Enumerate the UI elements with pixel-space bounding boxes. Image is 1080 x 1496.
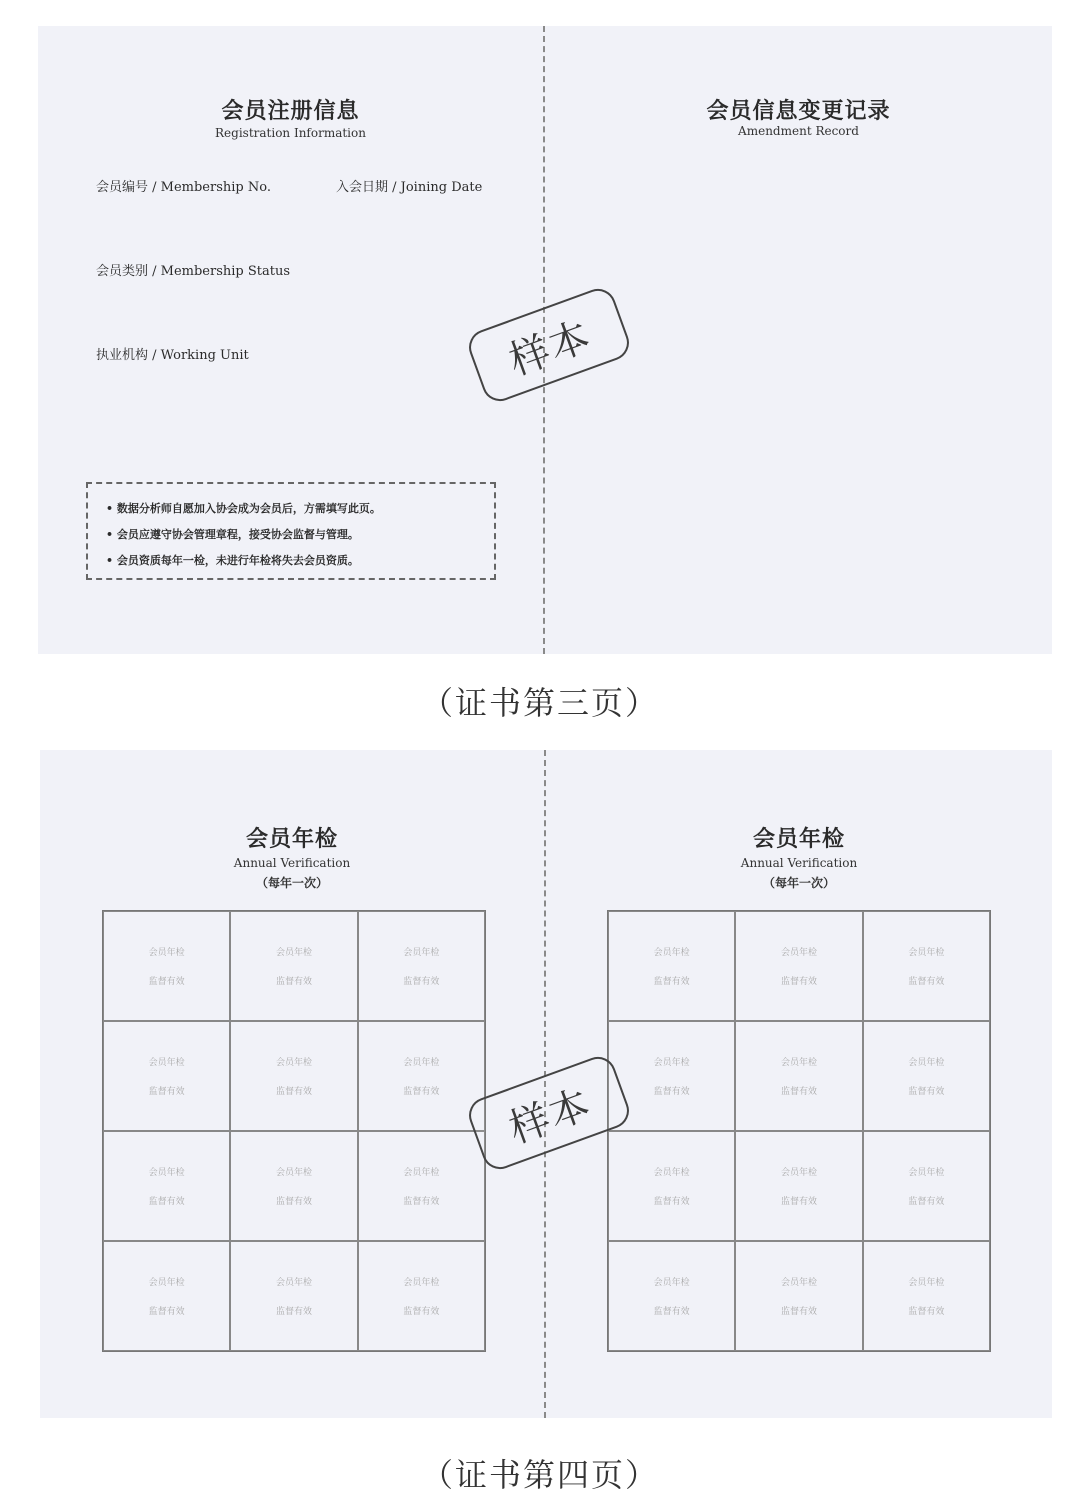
cell-line-2: 监督有效 bbox=[780, 977, 817, 987]
verification-cell bbox=[358, 1021, 485, 1131]
joining-date-field: 入会日期 / Joining Date bbox=[336, 180, 483, 195]
cell-line-1: 会员年检 bbox=[403, 1278, 440, 1288]
verification-cell bbox=[230, 1241, 357, 1351]
cell-line-1: 会员年检 bbox=[653, 1058, 690, 1068]
verification-cell bbox=[103, 911, 230, 1021]
cell-line-2: 监督有效 bbox=[403, 977, 440, 987]
note-item: • 数据分析师自愿加入协会成为会员后，方需填写此页。 bbox=[106, 496, 484, 522]
annual-subtitle-left: （每年一次） bbox=[255, 876, 328, 890]
note-item: • 会员应遵守协会管理章程，接受协会监督与管理。 bbox=[106, 522, 484, 548]
annual-title-en-right: Annual Verification bbox=[740, 856, 858, 870]
cell-line-2: 监督有效 bbox=[653, 1197, 690, 1207]
cell-line-2: 监督有效 bbox=[148, 1087, 185, 1097]
cell-line-2: 监督有效 bbox=[403, 1197, 440, 1207]
cell-line-2: 监督有效 bbox=[148, 977, 185, 987]
cell-line-1: 会员年检 bbox=[780, 1168, 817, 1178]
cell-line-2: 监督有效 bbox=[275, 977, 312, 987]
cell-line-1: 会员年检 bbox=[275, 948, 312, 958]
cell-line-2: 监督有效 bbox=[148, 1307, 185, 1317]
verification-cell bbox=[863, 1021, 990, 1131]
annual-title-en-left: Annual Verification bbox=[233, 856, 351, 870]
cell-line-2: 监督有效 bbox=[403, 1307, 440, 1317]
cell-line-2: 监督有效 bbox=[403, 1087, 440, 1097]
annual-verification-grid-left bbox=[102, 910, 486, 1352]
cell-line-1: 会员年检 bbox=[780, 1058, 817, 1068]
membership-no-field: 会员编号 / Membership No. bbox=[96, 180, 271, 195]
cell-line-2: 监督有效 bbox=[780, 1307, 817, 1317]
verification-cell bbox=[358, 1241, 485, 1351]
cell-line-2: 监督有效 bbox=[653, 1087, 690, 1097]
cell-line-1: 会员年检 bbox=[908, 1278, 945, 1288]
cell-line-1: 会员年检 bbox=[275, 1168, 312, 1178]
notes-box bbox=[86, 482, 496, 580]
verification-cell bbox=[735, 1021, 862, 1131]
certificate-page-3 bbox=[38, 26, 1052, 654]
cell-line-2: 监督有效 bbox=[908, 1197, 945, 1207]
sample-stamp: 样本 bbox=[464, 284, 634, 406]
cell-line-1: 会员年检 bbox=[148, 1168, 185, 1178]
verification-cell bbox=[608, 1131, 735, 1241]
verification-cell bbox=[863, 1241, 990, 1351]
cell-line-1: 会员年检 bbox=[148, 948, 185, 958]
verification-cell bbox=[735, 1131, 862, 1241]
working-unit-field: 执业机构 / Working Unit bbox=[96, 348, 249, 363]
amendment-title-en: Amendment Record bbox=[738, 124, 859, 138]
cell-line-1: 会员年检 bbox=[653, 1168, 690, 1178]
cell-line-2: 监督有效 bbox=[653, 1307, 690, 1317]
verification-cell bbox=[230, 1131, 357, 1241]
cell-line-1: 会员年检 bbox=[653, 1278, 690, 1288]
cell-line-1: 会员年检 bbox=[148, 1278, 185, 1288]
registration-title-en: Registration Information bbox=[215, 126, 366, 140]
annual-verification-grid-right bbox=[607, 910, 991, 1352]
cell-line-2: 监督有效 bbox=[275, 1197, 312, 1207]
cell-line-1: 会员年检 bbox=[908, 1168, 945, 1178]
cell-line-1: 会员年检 bbox=[148, 1058, 185, 1068]
verification-cell bbox=[863, 911, 990, 1021]
cell-line-1: 会员年检 bbox=[780, 1278, 817, 1288]
cell-line-1: 会员年检 bbox=[653, 948, 690, 958]
page-3-caption: （证书第三页） bbox=[420, 684, 659, 722]
sample-stamp: 样本 bbox=[464, 1052, 634, 1174]
verification-cell bbox=[358, 1131, 485, 1241]
cell-line-2: 监督有效 bbox=[780, 1197, 817, 1207]
cell-line-1: 会员年检 bbox=[275, 1278, 312, 1288]
cell-line-2: 监督有效 bbox=[275, 1087, 312, 1097]
cell-line-1: 会员年检 bbox=[403, 948, 440, 958]
verification-cell bbox=[103, 1241, 230, 1351]
registration-title-cn: 会员注册信息 bbox=[221, 98, 360, 124]
verification-cell bbox=[230, 911, 357, 1021]
verification-cell bbox=[863, 1131, 990, 1241]
cell-line-1: 会员年检 bbox=[780, 948, 817, 958]
page-4-caption: （证书第四页） bbox=[420, 1456, 659, 1494]
annual-title-cn-left: 会员年检 bbox=[245, 826, 338, 852]
verification-cell bbox=[103, 1131, 230, 1241]
cell-line-1: 会员年检 bbox=[908, 948, 945, 958]
verification-cell bbox=[103, 1021, 230, 1131]
verification-cell bbox=[358, 911, 485, 1021]
cell-line-2: 监督有效 bbox=[780, 1087, 817, 1097]
verification-cell bbox=[230, 1021, 357, 1131]
cell-line-1: 会员年检 bbox=[908, 1058, 945, 1068]
verification-cell bbox=[735, 1241, 862, 1351]
annual-title-cn-right: 会员年检 bbox=[752, 826, 845, 852]
certificate-page-4 bbox=[40, 750, 1052, 1418]
cell-line-1: 会员年检 bbox=[275, 1058, 312, 1068]
verification-cell bbox=[608, 1241, 735, 1351]
cell-line-2: 监督有效 bbox=[148, 1197, 185, 1207]
verification-cell bbox=[735, 911, 862, 1021]
cell-line-2: 监督有效 bbox=[908, 1307, 945, 1317]
cell-line-2: 监督有效 bbox=[653, 977, 690, 987]
verification-cell bbox=[608, 911, 735, 1021]
amendment-title-cn: 会员信息变更记录 bbox=[706, 98, 891, 124]
cell-line-2: 监督有效 bbox=[908, 977, 945, 987]
membership-status-field: 会员类别 / Membership Status bbox=[96, 264, 291, 279]
annual-subtitle-right: （每年一次） bbox=[762, 876, 835, 890]
cell-line-2: 监督有效 bbox=[275, 1307, 312, 1317]
cell-line-1: 会员年检 bbox=[403, 1058, 440, 1068]
cell-line-2: 监督有效 bbox=[908, 1087, 945, 1097]
note-item: • 会员资质每年一检，未进行年检将失去会员资质。 bbox=[106, 548, 484, 574]
cell-line-1: 会员年检 bbox=[403, 1168, 440, 1178]
